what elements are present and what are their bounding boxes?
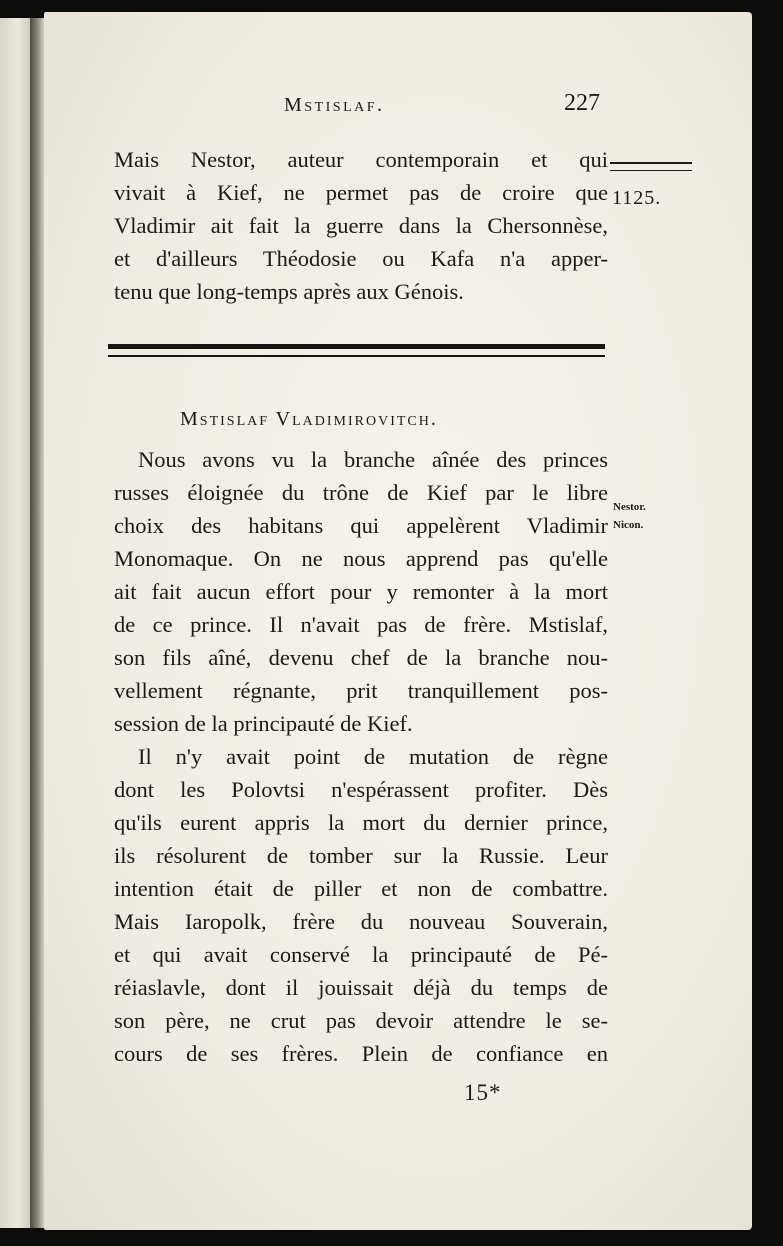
- text-line: son père, ne crut pas devoir attendre le se-: [114, 1008, 608, 1033]
- section-heading: Mstislaf Vladimirovitch.: [180, 408, 438, 430]
- signature-mark: 15*: [464, 1080, 502, 1105]
- text-line: Nous avons vu la branche aînée des princes: [138, 447, 608, 472]
- previous-page-edge: [0, 18, 30, 1228]
- section-rule: [108, 344, 605, 357]
- text-line: vivait à Kief, ne permet pas de croire que: [114, 180, 608, 205]
- text-line: Vladimir ait fait la guerre dans la Chersonnèse,: [114, 213, 608, 238]
- running-head: Mstislaf.: [284, 94, 385, 116]
- book-gutter: [30, 18, 44, 1228]
- text-line: ils résolurent de tomber sur la Russie. Leur: [114, 843, 608, 868]
- text-line: Mais Iaropolk, frère du nouveau Souverain,: [114, 909, 608, 934]
- text-line: de ce prince. Il n'avait pas de frère. Mstislaf,: [114, 612, 608, 637]
- text-line: vellement régnante, prit tranquillement pos-: [114, 678, 608, 703]
- text-line: Monomaque. On ne nous apprend pas qu'elle: [114, 546, 608, 571]
- text-line: réiaslavle, dont il jouissait déjà du temps de: [114, 975, 608, 1000]
- text-line: ait fait aucun effort pour y remonter à la mort: [114, 579, 608, 604]
- page-number: 227: [564, 90, 600, 116]
- text-line: et qui avait conservé la principauté de Pé-: [114, 942, 608, 967]
- text-line: dont les Polovtsi n'espérassent profiter. Dès: [114, 777, 608, 802]
- margin-note-nicon: Nicon.: [613, 519, 644, 531]
- text-line: russes éloignée du trône de Kief par le libre: [114, 480, 608, 505]
- text-line: intention était de piller et non de combattre.: [114, 876, 608, 901]
- book-page: [44, 12, 752, 1230]
- text-line: cours de ses frères. Plein de confiance en: [114, 1041, 608, 1066]
- margin-date: 1125.: [612, 187, 662, 209]
- text-line: choix des habitans qui appelèrent Vladimir: [114, 513, 608, 538]
- text-line: et d'ailleurs Théodosie ou Kafa n'a apper-: [114, 246, 608, 271]
- text-line: session de la principauté de Kief.: [114, 711, 413, 736]
- text-line: qu'ils eurent appris la mort du dernier prince,: [114, 810, 608, 835]
- text-line: Mais Nestor, auteur contemporain et qui: [114, 147, 608, 172]
- margin-note-nestor: Nestor.: [613, 501, 646, 513]
- margin-rule: [610, 162, 692, 171]
- text-line: Il n'y avait point de mutation de règne: [138, 744, 608, 769]
- text-line: son fils aîné, devenu chef de la branche nou-: [114, 645, 608, 670]
- text-line: tenu que long-temps après aux Génois.: [114, 279, 464, 304]
